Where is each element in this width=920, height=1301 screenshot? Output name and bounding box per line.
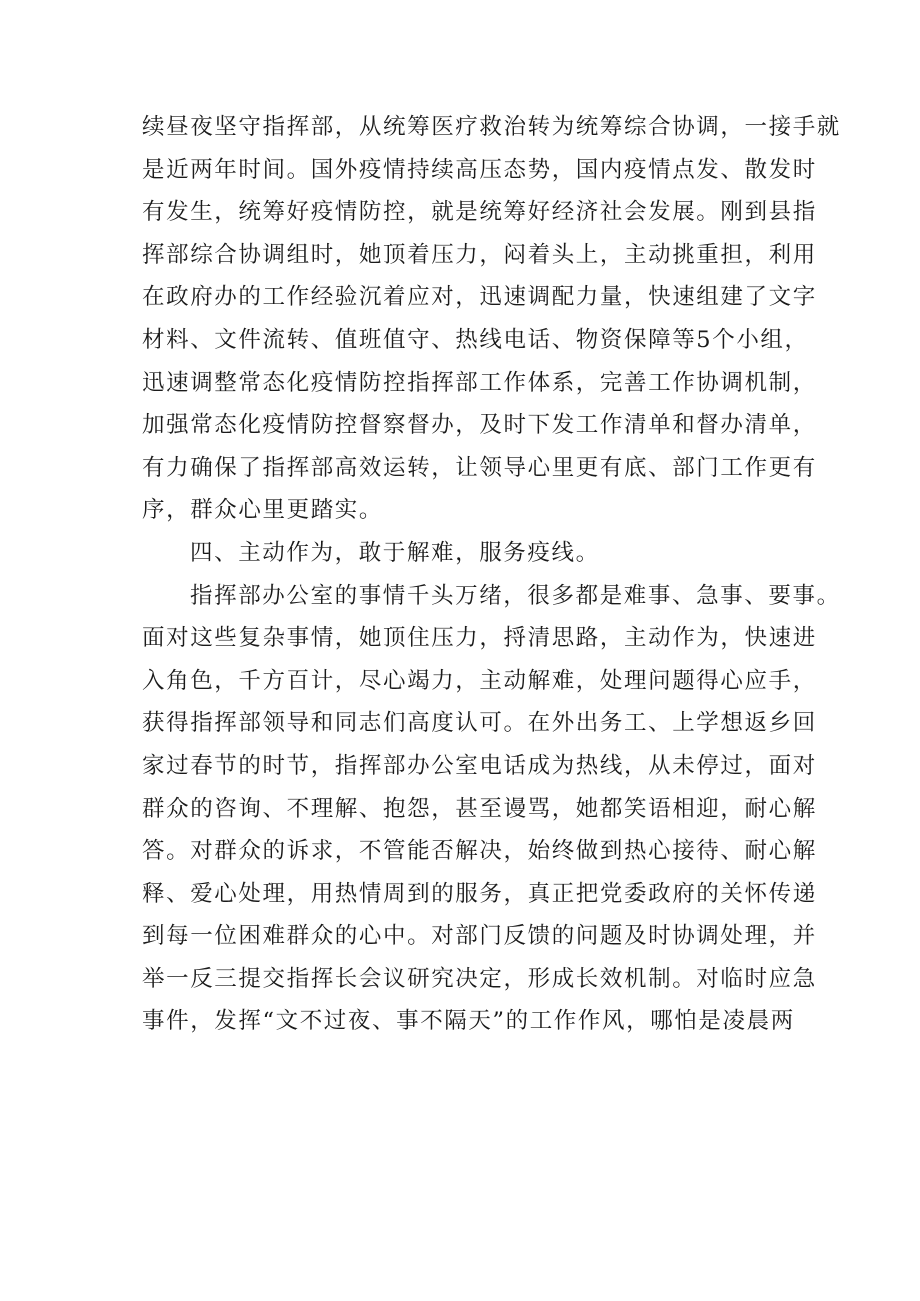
text-line: 材料、文件流转、值班值守、热线电话、物资保障等5个小组， (142, 326, 809, 353)
text-line: 有发生，统筹好疫情防控，就是统筹好经济社会发展。刚到县指 (142, 199, 817, 226)
text-line: 家过春节的时节，指挥部办公室电话成为热线，从未停过，面对 (142, 752, 817, 779)
section-heading: 四、主动作为，敢于解难，服务疫线。 (190, 539, 600, 566)
text-line: 挥部综合协调组时，她顶着压力，闷着头上，主动挑重担，利用 (142, 241, 817, 268)
text-line: 入角色，千方百计，尽心竭力，主动解难，处理问题得心应手， (142, 667, 817, 694)
text-line: 群众的咨询、不理解、抱怨，甚至谩骂，她都笑语相迎，耐心解 (142, 795, 817, 822)
text-line: 续昼夜坚守指挥部，从统筹医疗救治转为统筹综合协调，一接手就 (142, 114, 841, 140)
text-line: 释、爱心处理，用热情周到的服务，真正把党委政府的关怀传递 (142, 880, 817, 907)
paragraph-first-line: 指挥部办公室的事情千头万绪，很多都是难事、急事、要事。 (190, 582, 841, 609)
text-line: 答。对群众的诉求，不管能否解决，始终做到热心接待、耐心解 (142, 838, 817, 865)
text-line: 加强常态化疫情防控督察督办，及时下发工作清单和督办清单， (142, 412, 817, 439)
text-line: 面对这些复杂事情，她顶住压力，捋清思路，主动作为，快速进 (142, 625, 817, 652)
text-line: 是近两年时间。国外疫情持续高压态势，国内疫情点发、散发时 (142, 156, 817, 183)
text-line: 举一反三提交指挥长会议研究决定，形成长效机制。对临时应急 (142, 965, 817, 992)
body-text (142, 106, 841, 1043)
text-line: 有力确保了指挥部高效运转，让领导心里更有底、部门工作更有 (142, 454, 817, 481)
text-line: 获得指挥部领导和同志们高度认可。在外出务工、上学想返乡回 (142, 710, 817, 737)
text-line: 序，群众心里更踏实。 (142, 497, 384, 524)
text-line: 迅速调整常态化疫情防控指挥部工作体系，完善工作协调机制， (142, 369, 817, 396)
text-line: 到每一位困难群众的心中。对部门反馈的问题及时协调处理，并 (142, 923, 817, 950)
text-line: 在政府办的工作经验沉着应对，迅速调配力量，快速组建了文字 (142, 284, 817, 311)
text-line: 事件，发挥“文不过夜、事不隔天”的工作作风，哪怕是凌晨两 (142, 1008, 795, 1035)
